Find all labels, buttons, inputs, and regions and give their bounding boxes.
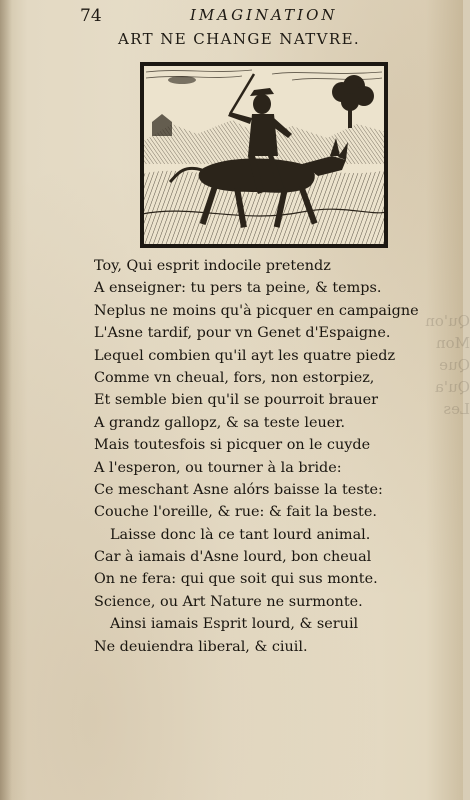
gutter-shadow: [0, 0, 12, 800]
poem-line: Car à iamais d'Asne lourd, bon cheual: [94, 549, 372, 566]
emblem-motto: ART NE CHANGE NATVRE.: [118, 30, 361, 48]
poem-line: Neplus ne moins qu'à picquer en campaigne: [94, 302, 419, 319]
poem-line: Comme vn cheual, fors, non estorpiez,: [94, 369, 375, 386]
poem-line: L'Asne tardif, pour vn Genet d'Espaigne.: [94, 325, 391, 342]
show-through-text: [410, 310, 470, 420]
running-head: IMAGINATION: [190, 6, 338, 24]
poem-line: Science, ou Art Nature ne surmonte.: [94, 593, 363, 610]
page-number: 74: [80, 6, 102, 26]
poem-line: Lequel combien qu'il ayt les quatre piedz: [94, 347, 396, 364]
poem-line: Toy, Qui esprit indocile pretendz: [94, 258, 331, 274]
poem-line: Couche l'oreille, & rue: & fait la beste.: [94, 504, 377, 521]
poem-line: A grandz gallopz, & sa teste leuer.: [94, 414, 346, 431]
poem-line: A l'esperon, ou tourner à la bride:: [94, 459, 342, 476]
show-through-line: Que: [439, 356, 470, 374]
show-through-line: Qu'on: [425, 312, 470, 330]
poem-line: Ce meschant Asne alórs baisse la teste:: [94, 481, 383, 498]
show-through-line: Les: [443, 400, 470, 418]
poem-text: [94, 255, 439, 658]
poem-line: Et semble bien qu'il se pourroit brauer: [94, 392, 379, 409]
poem-line: Ne deuiendra liberal, & ciuil.: [94, 638, 308, 655]
poem-line: A enseigner: tu pers ta peine, & temps.: [94, 280, 382, 297]
woodcut-illustration: [140, 62, 388, 248]
poem-line: On ne fera: qui que soit qui sus monte.: [94, 571, 378, 588]
show-through-line: Qu'a: [434, 378, 470, 396]
poem-line: Ainsi iamais Esprit lourd, & seruil: [110, 616, 359, 633]
poem-line: Laisse donc là ce tant lourd animal.: [110, 526, 371, 543]
show-through-line: Mon: [435, 334, 470, 352]
poem-line: Mais toutesfois si picquer on le cuyde: [94, 437, 371, 454]
rider-on-donkey-image: [142, 64, 386, 246]
